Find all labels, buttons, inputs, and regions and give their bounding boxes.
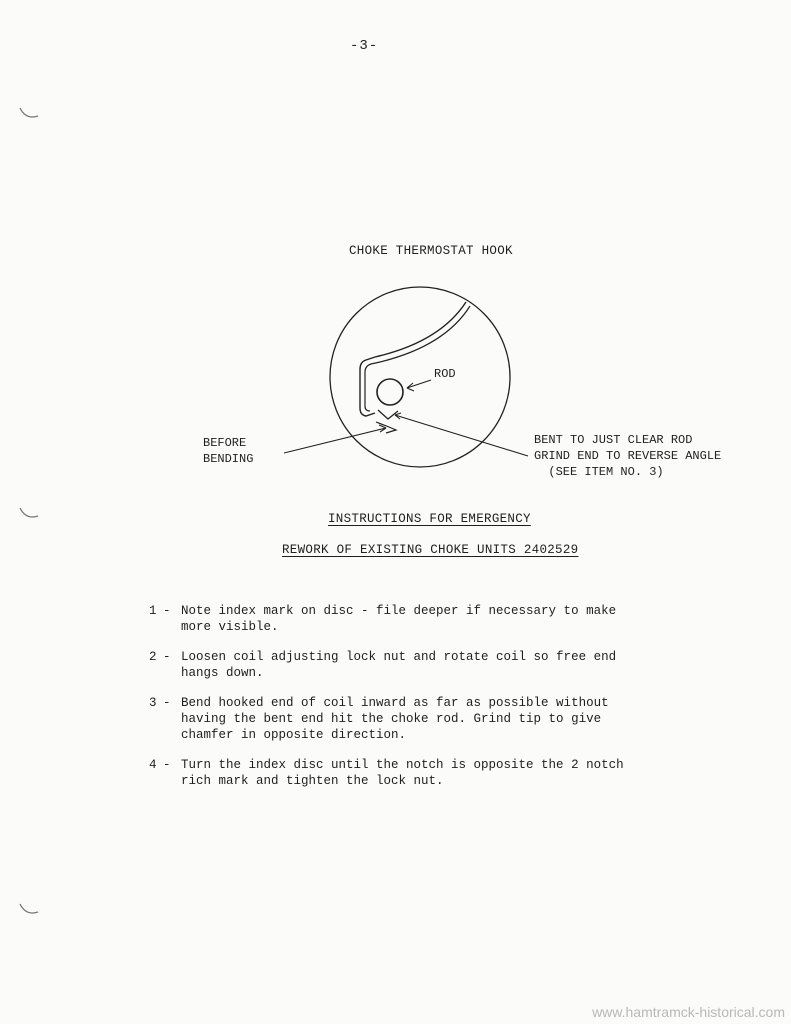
instructions-heading: INSTRUCTIONS FOR EMERGENCY <box>328 512 531 526</box>
bent-pointer <box>395 415 528 456</box>
binder-hole-mark <box>18 902 40 916</box>
step-number: 2 <box>149 650 157 664</box>
step-text: Note index mark on disc - file deeper if necessary to make more visible. <box>181 604 617 634</box>
step-dash: - <box>163 696 171 710</box>
before-bending-pointer <box>284 428 386 453</box>
step-item <box>149 603 649 635</box>
step-dash: - <box>163 604 171 618</box>
diagram-circle <box>330 287 510 467</box>
step-dash: - <box>163 758 171 772</box>
step-text: Loosen coil adjusting lock nut and rotate coil so free end hangs down. <box>181 650 617 680</box>
step-item <box>149 695 649 743</box>
binder-hole-mark <box>18 506 40 520</box>
step-text: Bend hooked end of coil inward as far as possible without having the bent end hit the choke rod. Grind tip to give chamfer in opposite direction. <box>181 696 609 742</box>
watermark: www.hamtramck-historical.com <box>592 1004 785 1020</box>
step-text: Turn the index disc until the notch is opposite the 2 notch rich mark and tighten the lock nut. <box>181 758 624 788</box>
rod-label: ROD <box>434 367 456 381</box>
page-number: -3- <box>350 38 379 54</box>
coil-spring <box>360 302 466 416</box>
binder-hole-mark <box>18 106 40 120</box>
rework-heading: REWORK OF EXISTING CHOKE UNITS 2402529 <box>282 543 579 557</box>
instruction-steps <box>149 603 649 803</box>
choke-hook-diagram <box>270 280 570 480</box>
step-item <box>149 757 649 789</box>
coil-spring-inner <box>365 306 470 411</box>
rod-pointer <box>407 380 431 388</box>
before-bending-label: BEFORE BENDING <box>203 436 254 466</box>
diagram-title: CHOKE THERMOSTAT HOOK <box>349 244 513 258</box>
step-number: 1 <box>149 604 157 618</box>
step-item <box>149 649 649 681</box>
step-number: 4 <box>149 758 157 772</box>
bent-label: BENT TO JUST CLEAR ROD GRIND END TO REVERSE ANGLE (SEE ITEM NO. 3) <box>534 433 722 479</box>
choke-rod <box>377 379 403 405</box>
step-dash: - <box>163 650 171 664</box>
step-number: 3 <box>149 696 157 710</box>
